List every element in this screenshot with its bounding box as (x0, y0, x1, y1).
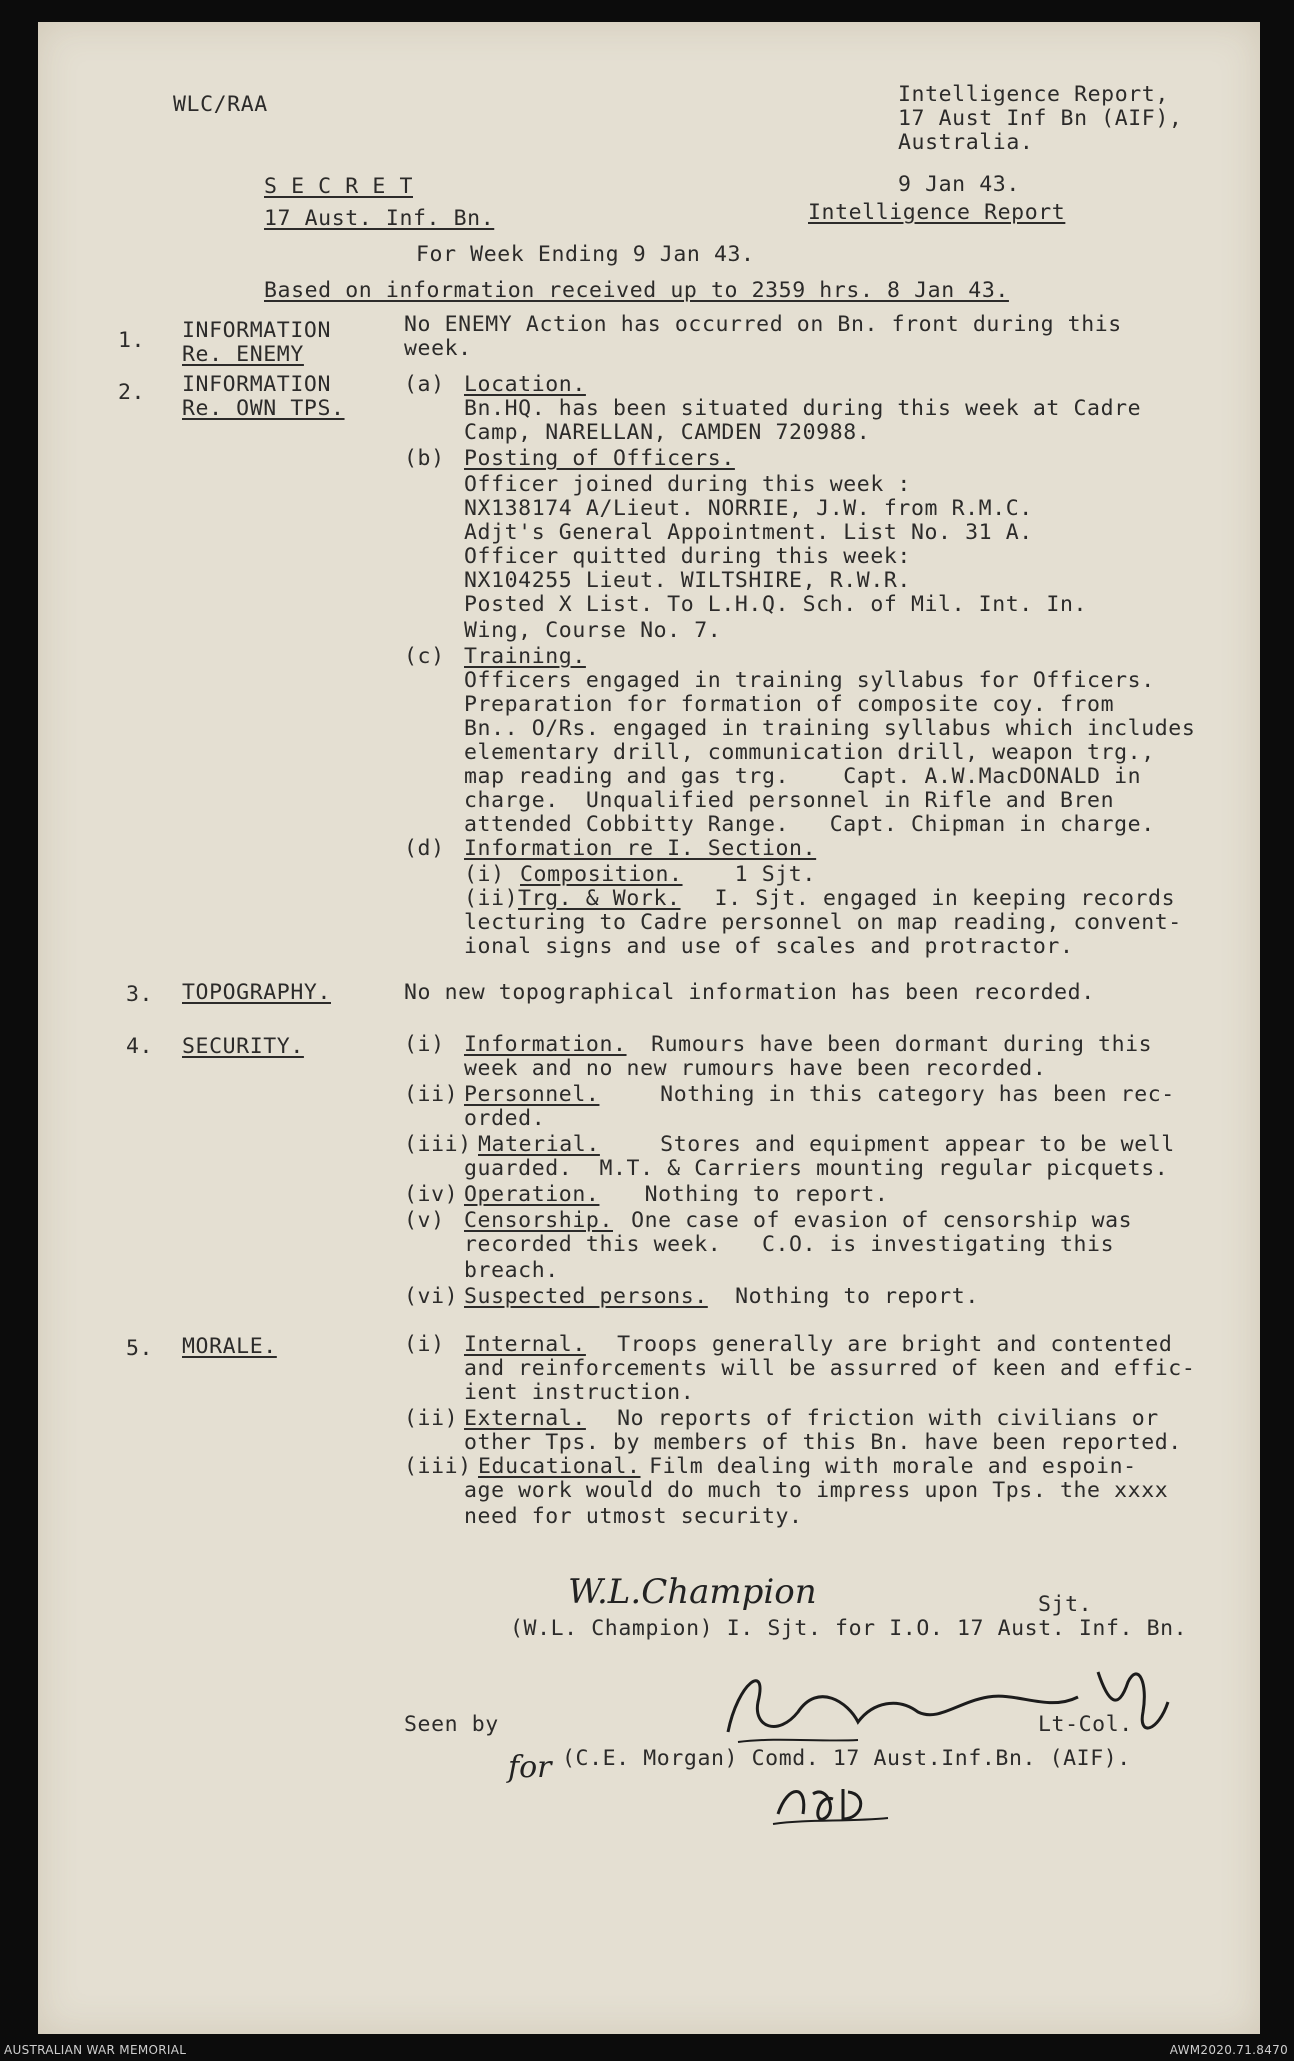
body-line: Rumours have been dormant during this (624, 1032, 1153, 1057)
section-5-number: 5. (126, 1336, 154, 1361)
body-line: ional signs and use of scales and protractor. (464, 934, 1074, 959)
body-line: breach. (464, 1258, 559, 1283)
body-line: lecturing to Cadre personnel on map reading, convent- (464, 910, 1182, 935)
section-3-number: 3. (126, 982, 154, 1007)
body-line: Officers engaged in training syllabus for Officers. (464, 668, 1155, 693)
section-5-heading: MORALE. (182, 1334, 277, 1359)
body-line: One case of evasion of censorship was (604, 1208, 1133, 1233)
body-line: Officer joined during this week : (464, 472, 911, 497)
section-4-heading: SECURITY. (182, 1034, 304, 1059)
section-3-heading: TOPOGRAPHY. (182, 980, 331, 1005)
section-1-line: week. (404, 336, 472, 361)
item-title: Censorship. (464, 1208, 613, 1233)
item-title: External. (464, 1406, 586, 1431)
body-line: Preparation for formation of composite coy. from (464, 692, 1115, 717)
body-line: charge. Unqualified personnel in Rifle and Bren (464, 788, 1115, 813)
week-line: For Week Ending 9 Jan 43. (416, 242, 755, 267)
seen-by-label: Seen by (404, 1712, 499, 1737)
section-1-heading: INFORMATION (182, 318, 331, 343)
body-line: elementary drill, communication drill, weapon trg., (464, 740, 1155, 765)
section-2-heading: INFORMATION (182, 372, 331, 397)
item-marker: (iii) (404, 1132, 472, 1157)
body-line: I. Sjt. engaged in keeping records (674, 886, 1176, 911)
body-line: Wing, Course No. 7. (464, 618, 722, 643)
item-marker: (iv) (404, 1182, 459, 1207)
body-line: Film dealing with morale and espoin- (622, 1454, 1137, 1479)
item-marker: (ii) (404, 1082, 459, 1107)
body-line: ient instruction. (464, 1380, 695, 1405)
body-line: 1 Sjt. (694, 862, 816, 887)
body-line: No reports of friction with civilians or (590, 1406, 1159, 1431)
item-title: Operation. (464, 1182, 600, 1207)
body-line: and reinforcements will be assurred of keen and effic- (464, 1356, 1196, 1381)
basis-line: Based on information received up to 2359 hrs. 8 Jan 43. (264, 278, 1009, 303)
section-2-number: 2. (118, 380, 146, 405)
section-1-line: No ENEMY Action has occurred on Bn. front during this (404, 312, 1122, 337)
body-line: Adjt's General Appointment. List No. 31 A. (464, 520, 1033, 545)
body-line: orded. (464, 1106, 546, 1131)
handwritten-initials (768, 1774, 898, 1834)
item-title: Composition. (520, 862, 683, 887)
item-marker: (v) (404, 1208, 445, 1233)
classification: S E C R E T (264, 174, 413, 199)
signatory-line: (W.L. Champion) I. Sjt. for I.O. 17 Aust. Inf. Bn. (510, 1616, 1188, 1641)
item-marker: (d) (404, 836, 445, 861)
section-2-subheading: Re. OWN TPS. (182, 396, 345, 421)
item-marker: (b) (404, 446, 445, 471)
body-line: NX138174 A/Lieut. NORRIE, J.W. from R.M.C. (464, 496, 1033, 521)
body-line: other Tps. by members of this Bn. have been reported. (464, 1430, 1182, 1455)
signatory-rank: Sjt. (1038, 1592, 1093, 1617)
body-line: Troops generally are bright and contented (590, 1332, 1173, 1357)
section-1-subheading: Re. ENEMY (182, 342, 304, 367)
item-title: Internal. (464, 1332, 586, 1357)
item-title: Material. (478, 1132, 600, 1157)
item-marker: (c) (404, 644, 445, 669)
report-type: Intelligence Report (808, 200, 1066, 225)
handwritten-for: for (508, 1750, 552, 1785)
item-marker: (i) (404, 1032, 445, 1057)
item-marker: (i) (464, 862, 505, 887)
file-reference: WLC/RAA (173, 92, 268, 117)
body-line: Stores and equipment appear to be well (606, 1132, 1175, 1157)
body-line: age work would do much to impress upon Tps. the xxxx (464, 1478, 1169, 1503)
commander-rank: Lt-Col. (1038, 1712, 1133, 1737)
org-line-2: 17 Aust Inf Bn (AIF), (898, 106, 1183, 131)
body-line: No new topographical information has been recorded. (404, 980, 1095, 1005)
body-line: Nothing to report. (604, 1182, 889, 1207)
item-title: Educational. (478, 1454, 641, 1479)
commander-line: (C.E. Morgan) Comd. 17 Aust.Inf.Bn. (AIF). (562, 1746, 1131, 1771)
org-line-3: Australia. (898, 130, 1034, 155)
item-marker: (iii) (404, 1454, 472, 1479)
body-line: Bn.HQ. has been situated during this week at Cadre (464, 396, 1142, 421)
body-line: attended Cobbitty Range. Capt. Chipman in charge. (464, 812, 1155, 837)
item-marker: (i) (404, 1332, 445, 1357)
body-line: Nothing in this category has been rec- (606, 1082, 1175, 1107)
item-title: Trg. & Work. (518, 886, 681, 911)
item-title: Posting of Officers. (464, 446, 735, 471)
section-4-number: 4. (126, 1034, 154, 1059)
item-marker: (ii) (404, 1406, 459, 1431)
body-line: Nothing to report. (708, 1284, 979, 1309)
item-title: Training. (464, 644, 586, 669)
unit-name: 17 Aust. Inf. Bn. (264, 206, 495, 231)
item-title: Personnel. (464, 1082, 600, 1107)
item-marker: (a) (404, 372, 445, 397)
archive-id: AWM2020.71.8470 (1169, 2043, 1288, 2057)
body-line: NX104255 Lieut. WILTSHIRE, R.W.R. (464, 568, 911, 593)
body-line: recorded this week. C.O. is investigating this (464, 1232, 1115, 1257)
archive-credit: AUSTRALIAN WAR MEMORIAL (4, 2043, 187, 2057)
handwritten-signature-champion: W.L.Champion (568, 1572, 817, 1612)
item-title: Suspected persons. (464, 1284, 708, 1309)
body-line: Camp, NARELLAN, CAMDEN 720988. (464, 420, 871, 445)
report-date: 9 Jan 43. (898, 172, 1020, 197)
body-line: need for utmost security. (464, 1504, 803, 1529)
section-1-number: 1. (118, 328, 146, 353)
body-line: Officer quitted during this week: (464, 544, 911, 569)
body-line: map reading and gas trg. Capt. A.W.MacDONALD in (464, 764, 1142, 789)
item-title: Location. (464, 372, 586, 397)
document-page (38, 22, 1260, 2034)
item-marker: (vi) (404, 1284, 459, 1309)
item-title: Information re I. Section. (464, 836, 817, 861)
body-line: Posted X List. To L.H.Q. Sch. of Mil. Int. In. (464, 592, 1088, 617)
item-title: Information. (464, 1032, 627, 1057)
body-line: Bn.. O/Rs. engaged in training syllabus which includes (464, 716, 1196, 741)
body-line: week and no new rumours have been recorded. (464, 1056, 1047, 1081)
item-marker: (ii) (464, 886, 519, 911)
org-line-1: Intelligence Report, (898, 82, 1169, 107)
body-line: guarded. M.T. & Carriers mounting regular picquets. (464, 1156, 1169, 1181)
